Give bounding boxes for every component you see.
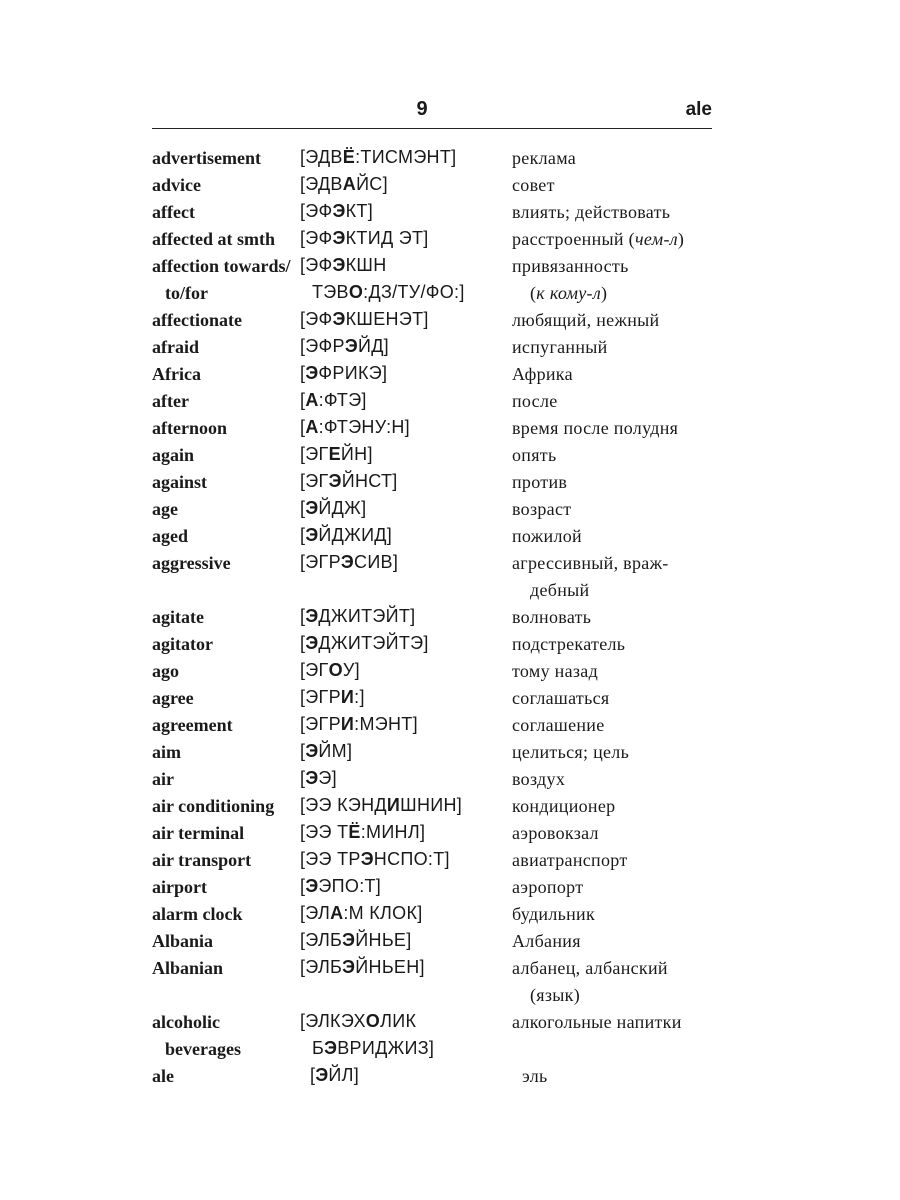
- dictionary-entry: [0, 445, 900, 472]
- entry-headword: aggressive: [152, 553, 231, 573]
- entry-headword: against: [152, 472, 208, 492]
- entry-translation: агрессивный, враж-: [512, 553, 669, 573]
- entry-headword: alcoholic: [152, 1012, 220, 1032]
- entry-translation: эль: [522, 1066, 548, 1086]
- entry-translation: Албания: [512, 931, 581, 951]
- entry-translation: авиатранспорт: [512, 850, 628, 870]
- entry-headword: alarm clock: [152, 904, 243, 924]
- entry-headword: air transport: [152, 850, 252, 870]
- entry-pronunciation: БЭВРИДЖИЗ]: [312, 1038, 435, 1058]
- dictionary-entry: [0, 823, 900, 850]
- entry-headword: to/for: [165, 283, 208, 303]
- entry-headword: Albania: [152, 931, 214, 951]
- page-header: [152, 98, 712, 129]
- entry-pronunciation: [ЭДВАЙС]: [300, 174, 388, 194]
- dictionary-entry: [0, 553, 900, 607]
- entry-pronunciation: [ЭДЖИТЭЙТ]: [300, 606, 416, 626]
- entry-pronunciation: [ЭГЭЙНСТ]: [300, 471, 398, 491]
- entry-headword: agitator: [152, 634, 213, 654]
- dictionary-entry: [0, 175, 900, 202]
- entry-translation: против: [512, 472, 568, 492]
- entry-pronunciation: [ЭДВЁ:ТИСМЭНТ]: [300, 147, 457, 167]
- dictionary-entry: [0, 850, 900, 877]
- page-number: 9: [416, 98, 428, 120]
- entry-translation: волновать: [512, 607, 592, 627]
- entry-translation: возраст: [512, 499, 572, 519]
- dictionary-entry: [0, 472, 900, 499]
- entry-headword: ale: [152, 1066, 174, 1086]
- entry-headword: aim: [152, 742, 181, 762]
- entry-pronunciation: [ЭГРИ:МЭНТ]: [300, 714, 418, 734]
- dictionary-entry: [0, 202, 900, 229]
- entry-translation: расстроенный (чем-л): [512, 229, 685, 249]
- entry-translation: опять: [512, 445, 557, 465]
- dictionary-entry: [0, 607, 900, 634]
- entry-translation: соглашение: [512, 715, 605, 735]
- entry-pronunciation: [ЭФРЭЙД]: [300, 336, 389, 356]
- entry-pronunciation: [ЭДЖИТЭЙТЭ]: [300, 633, 429, 653]
- entry-headword: affect: [152, 202, 195, 222]
- dictionary-entry: [0, 499, 900, 526]
- entry-pronunciation: [ЭЙДЖ]: [300, 498, 367, 518]
- entry-headword: advice: [152, 175, 201, 195]
- entry-translation: пожилой: [512, 526, 582, 546]
- dictionary-entry: [0, 256, 900, 310]
- dictionary-entry: [0, 688, 900, 715]
- entry-translation: испуганный: [512, 337, 608, 357]
- entry-translation: (язык): [530, 985, 581, 1005]
- entry-pronunciation: [ЭЭ]: [300, 768, 337, 788]
- entry-pronunciation: [ЭЛА:М КЛОК]: [300, 903, 423, 923]
- dictionary-entry: [0, 148, 900, 175]
- entry-translation: кондиционер: [512, 796, 616, 816]
- entry-translation: Африка: [512, 364, 573, 384]
- entry-headword: air: [152, 769, 174, 789]
- entry-translation: после: [512, 391, 558, 411]
- guide-word: ale: [685, 99, 712, 120]
- entry-headword: agreement: [152, 715, 233, 735]
- entry-pronunciation: [ЭГРЭСИВ]: [300, 552, 399, 572]
- dictionary-entries: [0, 148, 900, 1093]
- dictionary-entry: [0, 931, 900, 958]
- entry-headword: agitate: [152, 607, 204, 627]
- dictionary-entry: [0, 229, 900, 256]
- entry-headword: beverages: [165, 1039, 241, 1059]
- dictionary-entry: [0, 418, 900, 445]
- entry-translation: албанец, албанский: [512, 958, 668, 978]
- entry-headword: after: [152, 391, 189, 411]
- entry-headword: affectionate: [152, 310, 242, 330]
- dictionary-entry: [0, 391, 900, 418]
- dictionary-entry: [0, 796, 900, 823]
- entry-headword: air conditioning: [152, 796, 275, 816]
- entry-headword: aged: [152, 526, 188, 546]
- entry-translation: реклама: [512, 148, 577, 168]
- entry-pronunciation: [ЭЛКЭХОЛИК: [300, 1011, 417, 1031]
- entry-headword: affection towards/: [152, 256, 291, 276]
- dictionary-entry: [0, 661, 900, 688]
- dictionary-entry: [0, 904, 900, 931]
- entry-pronunciation: [ЭЙДЖИД]: [300, 525, 393, 545]
- entry-headword: Africa: [152, 364, 201, 384]
- entry-pronunciation: [А:ФТЭ]: [300, 390, 367, 410]
- entry-translation: аэровокзал: [512, 823, 599, 843]
- dictionary-entry: [0, 634, 900, 661]
- entry-pronunciation: [ЭФЭКТИД ЭТ]: [300, 228, 429, 248]
- entry-pronunciation: [ЭГОУ]: [300, 660, 360, 680]
- dictionary-entry: [0, 337, 900, 364]
- entry-headword: afternoon: [152, 418, 227, 438]
- entry-translation: соглашаться: [512, 688, 610, 708]
- entry-translation: подстрекатель: [512, 634, 626, 654]
- entry-translation: время после полудня: [512, 418, 679, 438]
- entry-pronunciation: [А:ФТЭНУ:Н]: [300, 417, 410, 437]
- entry-translation: влиять; действовать: [512, 202, 671, 222]
- entry-pronunciation: [ЭФЭКТ]: [300, 201, 374, 221]
- entry-translation: целиться; цель: [512, 742, 630, 762]
- dictionary-entry: [0, 715, 900, 742]
- entry-headword: age: [152, 499, 178, 519]
- entry-translation: аэропорт: [512, 877, 584, 897]
- entry-translation: дебный: [530, 580, 590, 600]
- entry-translation: алкогольные напитки: [512, 1012, 682, 1032]
- entry-translation: привязанность: [512, 256, 629, 276]
- dictionary-entry: [0, 1066, 900, 1093]
- entry-headword: air terminal: [152, 823, 245, 843]
- entry-pronunciation: [ЭЙМ]: [300, 741, 353, 761]
- entry-pronunciation: ТЭВО:ДЗ/ТУ/ФО:]: [312, 282, 465, 302]
- entry-pronunciation: [ЭЛБЭЙНЬЕ]: [300, 930, 412, 950]
- entry-headword: affected at smth: [152, 229, 275, 249]
- dictionary-entry: [0, 958, 900, 1012]
- dictionary-entry: [0, 742, 900, 769]
- entry-headword: Albanian: [152, 958, 224, 978]
- entry-headword: airport: [152, 877, 207, 897]
- dictionary-entry: [0, 364, 900, 391]
- entry-pronunciation: [ЭЛБЭЙНЬЕН]: [300, 957, 425, 977]
- entry-headword: again: [152, 445, 195, 465]
- entry-translation: будильник: [512, 904, 596, 924]
- entry-pronunciation: [ЭГРИ:]: [300, 687, 365, 707]
- dictionary-entry: [0, 310, 900, 337]
- entry-pronunciation: [ЭФРИКЭ]: [300, 363, 388, 383]
- entry-translation: (к кому-л): [530, 283, 608, 303]
- entry-pronunciation: [ЭЭПО:Т]: [300, 876, 382, 896]
- entry-headword: advertisement: [152, 148, 261, 168]
- entry-pronunciation: [ЭЙЛ]: [310, 1065, 360, 1085]
- entry-translation: любящий, нежный: [512, 310, 660, 330]
- dictionary-entry: [0, 877, 900, 904]
- entry-pronunciation: [ЭФЭКШН: [300, 255, 387, 275]
- entry-pronunciation: [ЭЭ КЭНДИШНИН]: [300, 795, 463, 815]
- entry-pronunciation: [ЭГЕЙН]: [300, 444, 373, 464]
- dictionary-entry: [0, 769, 900, 796]
- entry-pronunciation: [ЭЭ ТЁ:МИНЛ]: [300, 822, 426, 842]
- entry-translation: совет: [512, 175, 555, 195]
- entry-headword: afraid: [152, 337, 199, 357]
- entry-translation: воздух: [512, 769, 566, 789]
- entry-translation: тому назад: [512, 661, 599, 681]
- dictionary-entry: [0, 526, 900, 553]
- entry-pronunciation: [ЭФЭКШЕНЭТ]: [300, 309, 429, 329]
- entry-pronunciation: [ЭЭ ТРЭНСПО:Т]: [300, 849, 450, 869]
- entry-headword: ago: [152, 661, 179, 681]
- entry-headword: agree: [152, 688, 194, 708]
- dictionary-entry: [0, 1012, 900, 1066]
